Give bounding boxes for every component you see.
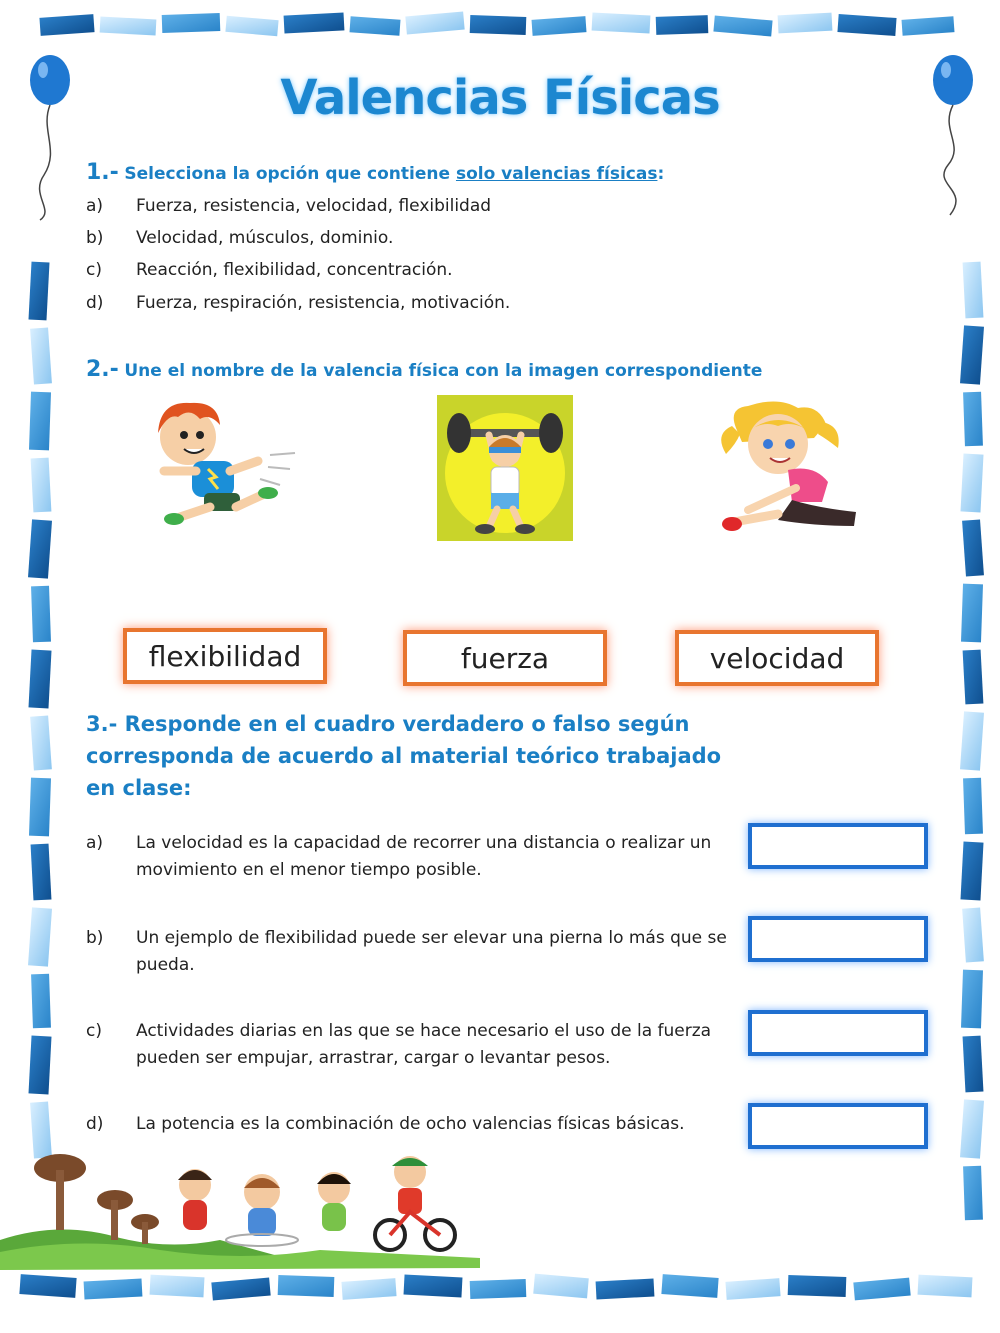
question-3-text: Responde en el cuadro verdadero o falso según corresponda de acuerdo al material teórico trabajado en clase: — [86, 712, 722, 800]
bottom-border-tiles — [19, 1274, 972, 1301]
question-2-number: 2.- — [86, 357, 119, 382]
right-border-tiles — [960, 262, 984, 1221]
bottom-scenery-illustration — [0, 1154, 480, 1270]
question-3-item-d: d) La potencia es la combinación de ocho valencias físicas básicas. — [86, 1114, 685, 1134]
question-1-option-b[interactable]: b) Velocidad, músculos, dominio. — [86, 228, 394, 248]
question-2-heading — [86, 357, 762, 382]
question-1-text-after: : — [657, 164, 665, 184]
top-border-tiles — [39, 12, 954, 37]
word-box-fuerza[interactable]: fuerza — [403, 630, 607, 686]
running-boy-image[interactable] — [140, 395, 300, 530]
page-title: Valencias Físicas — [280, 70, 720, 126]
question-3-number: 3.- — [86, 712, 118, 736]
question-3-item-c: c) Actividades diarias en las que se hace necesario el uso de la fuerza pueden ser empujar, arrastrar, cargar o levantar pesos. — [86, 1021, 712, 1068]
answer-box-b[interactable] — [748, 916, 928, 962]
word-box-flexibilidad[interactable]: flexibilidad — [123, 628, 327, 684]
question-3-heading — [86, 708, 726, 804]
answer-box-a[interactable] — [748, 823, 928, 869]
question-1-number: 1.- — [86, 160, 119, 185]
question-2-text: Une el nombre de la valencia física con la imagen correspondiente — [124, 361, 763, 381]
question-3-item-a: a) La velocidad es la capacidad de recorrer una distancia o realizar un movimiento en el menor tiempo posible. — [86, 833, 712, 880]
stretching-girl-image[interactable] — [718, 398, 863, 540]
word-box-velocidad[interactable]: velocidad — [675, 630, 879, 686]
answer-box-c[interactable] — [748, 1010, 928, 1056]
weightlifting-boy-image[interactable] — [437, 395, 573, 541]
question-3-item-b: b) Un ejemplo de flexibilidad puede ser elevar una pierna lo más que se pueda. — [86, 928, 727, 975]
question-1-option-d[interactable]: d) Fuerza, respiración, resistencia, motivación. — [86, 293, 511, 313]
question-1-text-underlined: solo valencias físicas — [455, 164, 658, 184]
question-1-option-c[interactable]: c) Reacción, flexibilidad, concentración. — [86, 260, 453, 280]
question-1-heading — [86, 160, 664, 185]
left-border-tiles — [28, 262, 52, 1159]
question-1-option-a[interactable]: a) Fuerza, resistencia, velocidad, flexibilidad — [86, 196, 492, 216]
question-1-text-before: Selecciona la opción que contiene — [124, 164, 456, 184]
answer-box-d[interactable] — [748, 1103, 928, 1149]
